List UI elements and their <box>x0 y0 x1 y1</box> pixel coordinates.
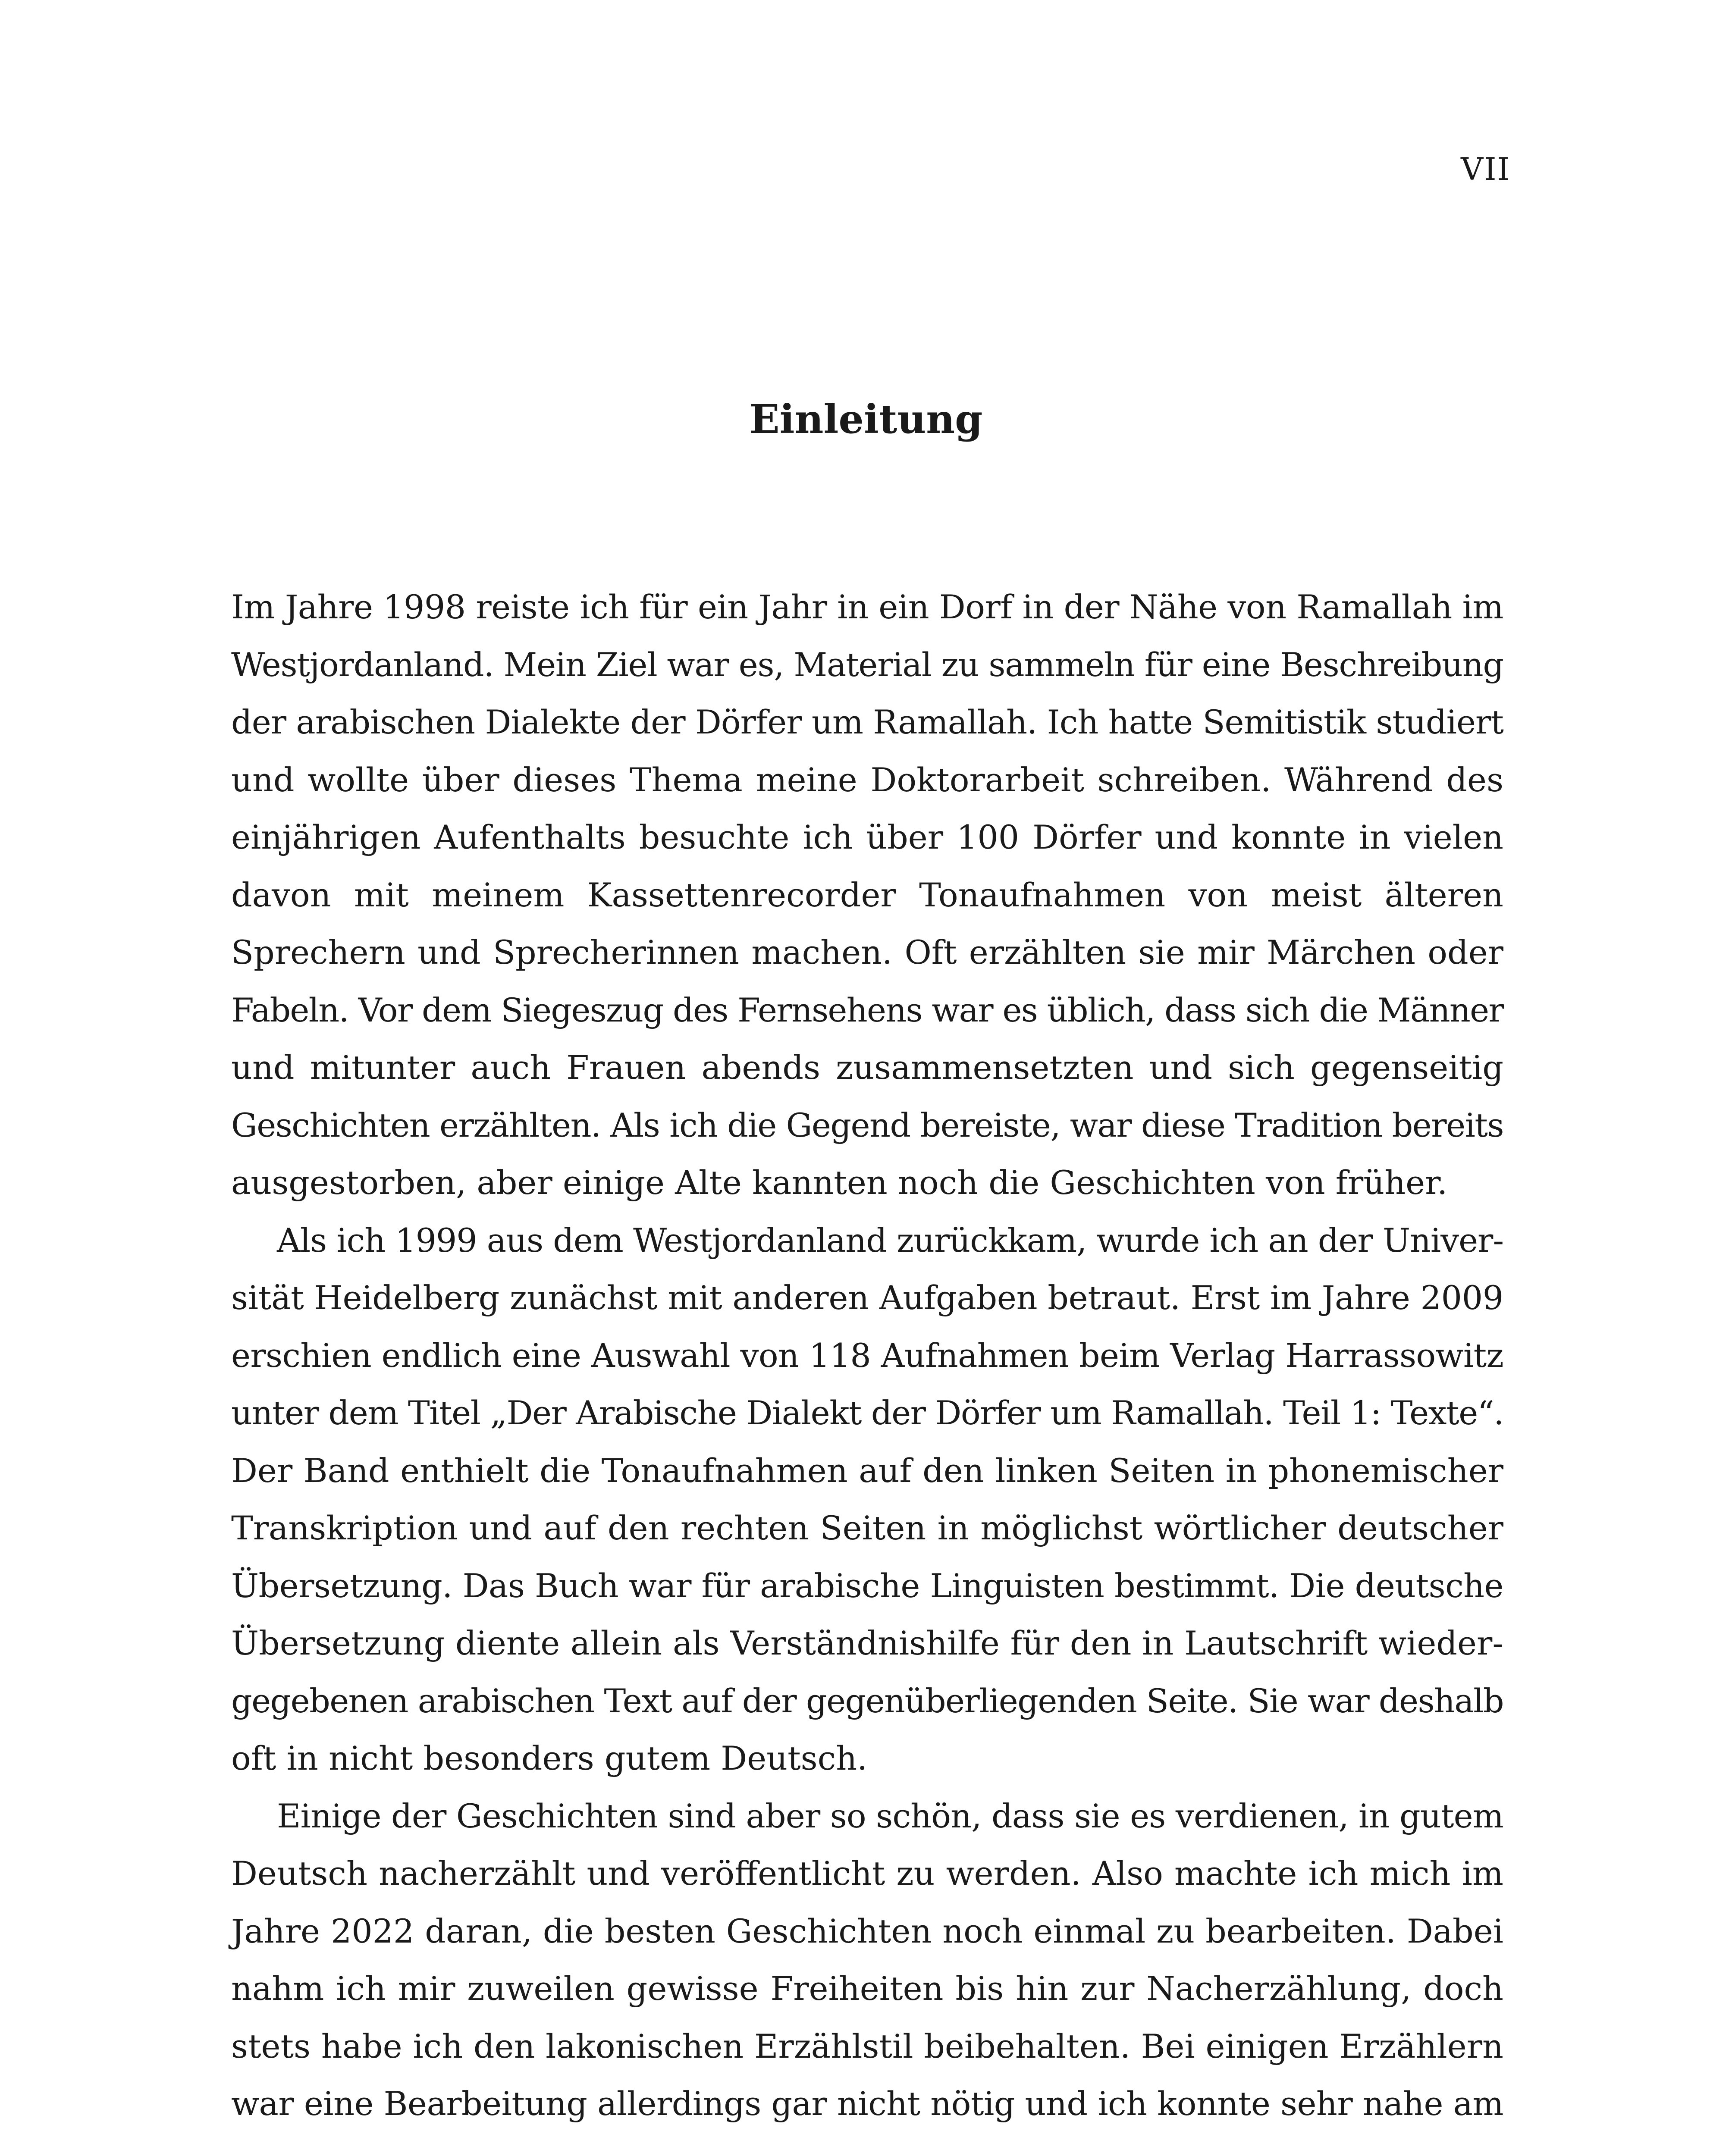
text-line: Einige der Geschichten sind aber so schön, dass sie es verdienen, in gutem <box>277 1796 1503 1835</box>
text-line: nahm ich mir zuweilen gewisse Freiheiten bis hin zur Nacherzählung, doch <box>231 1969 1503 2008</box>
chapter-title: Einleitung <box>749 396 983 442</box>
text-line: und wollte über dieses Thema meine Doktorarbeit schreiben. Während des <box>231 760 1503 799</box>
text-line: Der Band enthielt die Tonaufnahmen auf den linken Seiten in phonemischer <box>231 1451 1503 1490</box>
text-line: der arabischen Dialekte der Dörfer um Ramallah. Ich hatte Semitistik studiert <box>231 703 1503 741</box>
text-line: unter dem Titel „Der Arabische Dialekt der Dörfer um Ramallah. Teil 1: Texte“. <box>231 1394 1503 1432</box>
text-line: einjährigen Aufenthalts besuchte ich über 100 Dörfer und konnte in vielen <box>231 818 1503 856</box>
text-line: Übersetzung. Das Buch war für arabische Linguisten bestimmt. Die deutsche <box>231 1566 1503 1605</box>
paragraph-3 <box>231 1787 1503 2133</box>
text-line: Als ich 1999 aus dem Westjordanland zurückkam, wurde ich an der Univer- <box>277 1221 1503 1260</box>
text-line: Im Jahre 1998 reiste ich für ein Jahr in ein Dorf in der Nähe von Ramallah im <box>231 588 1503 626</box>
text-line: ausgestorben, aber einige Alte kannten noch die Geschichten von früher. <box>231 1163 1448 1202</box>
text-line: Westjordanland. Mein Ziel war es, Material zu sammeln für eine Beschreibung <box>231 645 1503 684</box>
text-line: oft in nicht besonders gutem Deutsch. <box>231 1739 868 1777</box>
text-line: davon mit meinem Kassettenrecorder Tonaufnahmen von meist älteren <box>231 875 1503 914</box>
text-line: und mitunter auch Frauen abends zusammensetzten und sich gegenseitig <box>231 1048 1503 1087</box>
text-line: Sprechern und Sprecherinnen machen. Oft erzählten sie mir Märchen oder <box>231 933 1503 971</box>
text-line: Transkription und auf den rechten Seiten in möglichst wörtlicher deutscher <box>231 1509 1503 1547</box>
text-line: Jahre 2022 daran, die besten Geschichten noch einmal zu bearbeiten. Dabei <box>231 1912 1503 1950</box>
text-line: Geschichten erzählten. Als ich die Gegend bereiste, war diese Tradition bereits <box>231 1106 1503 1144</box>
text-line: Deutsch nacherzählt und veröffentlicht zu werden. Also machte ich mich im <box>231 1854 1503 1893</box>
body-text <box>231 578 1503 2133</box>
paragraph-2 <box>231 1212 1503 1787</box>
text-line: gegebenen arabischen Text auf der gegenüberliegenden Seite. Sie war deshalb <box>231 1681 1503 1720</box>
text-line: erschien endlich eine Auswahl von 118 Aufnahmen beim Verlag Harrassowitz <box>231 1336 1503 1375</box>
text-line: stets habe ich den lakonischen Erzählstil beibehalten. Bei einigen Erzählern <box>231 2027 1503 2065</box>
text-line: Übersetzung diente allein als Verständnishilfe für den in Lautschrift wieder- <box>231 1624 1503 1662</box>
text-line: sität Heidelberg zunächst mit anderen Aufgaben betraut. Erst im Jahre 2009 <box>231 1279 1503 1317</box>
paragraph-1 <box>231 578 1503 1212</box>
text-line: war eine Bearbeitung allerdings gar nicht nötig und ich konnte sehr nahe am <box>231 2084 1503 2123</box>
text-line: Fabeln. Vor dem Siegeszug des Fernsehens war es üblich, dass sich die Männer <box>231 990 1503 1029</box>
page-number: VII <box>1461 151 1510 187</box>
